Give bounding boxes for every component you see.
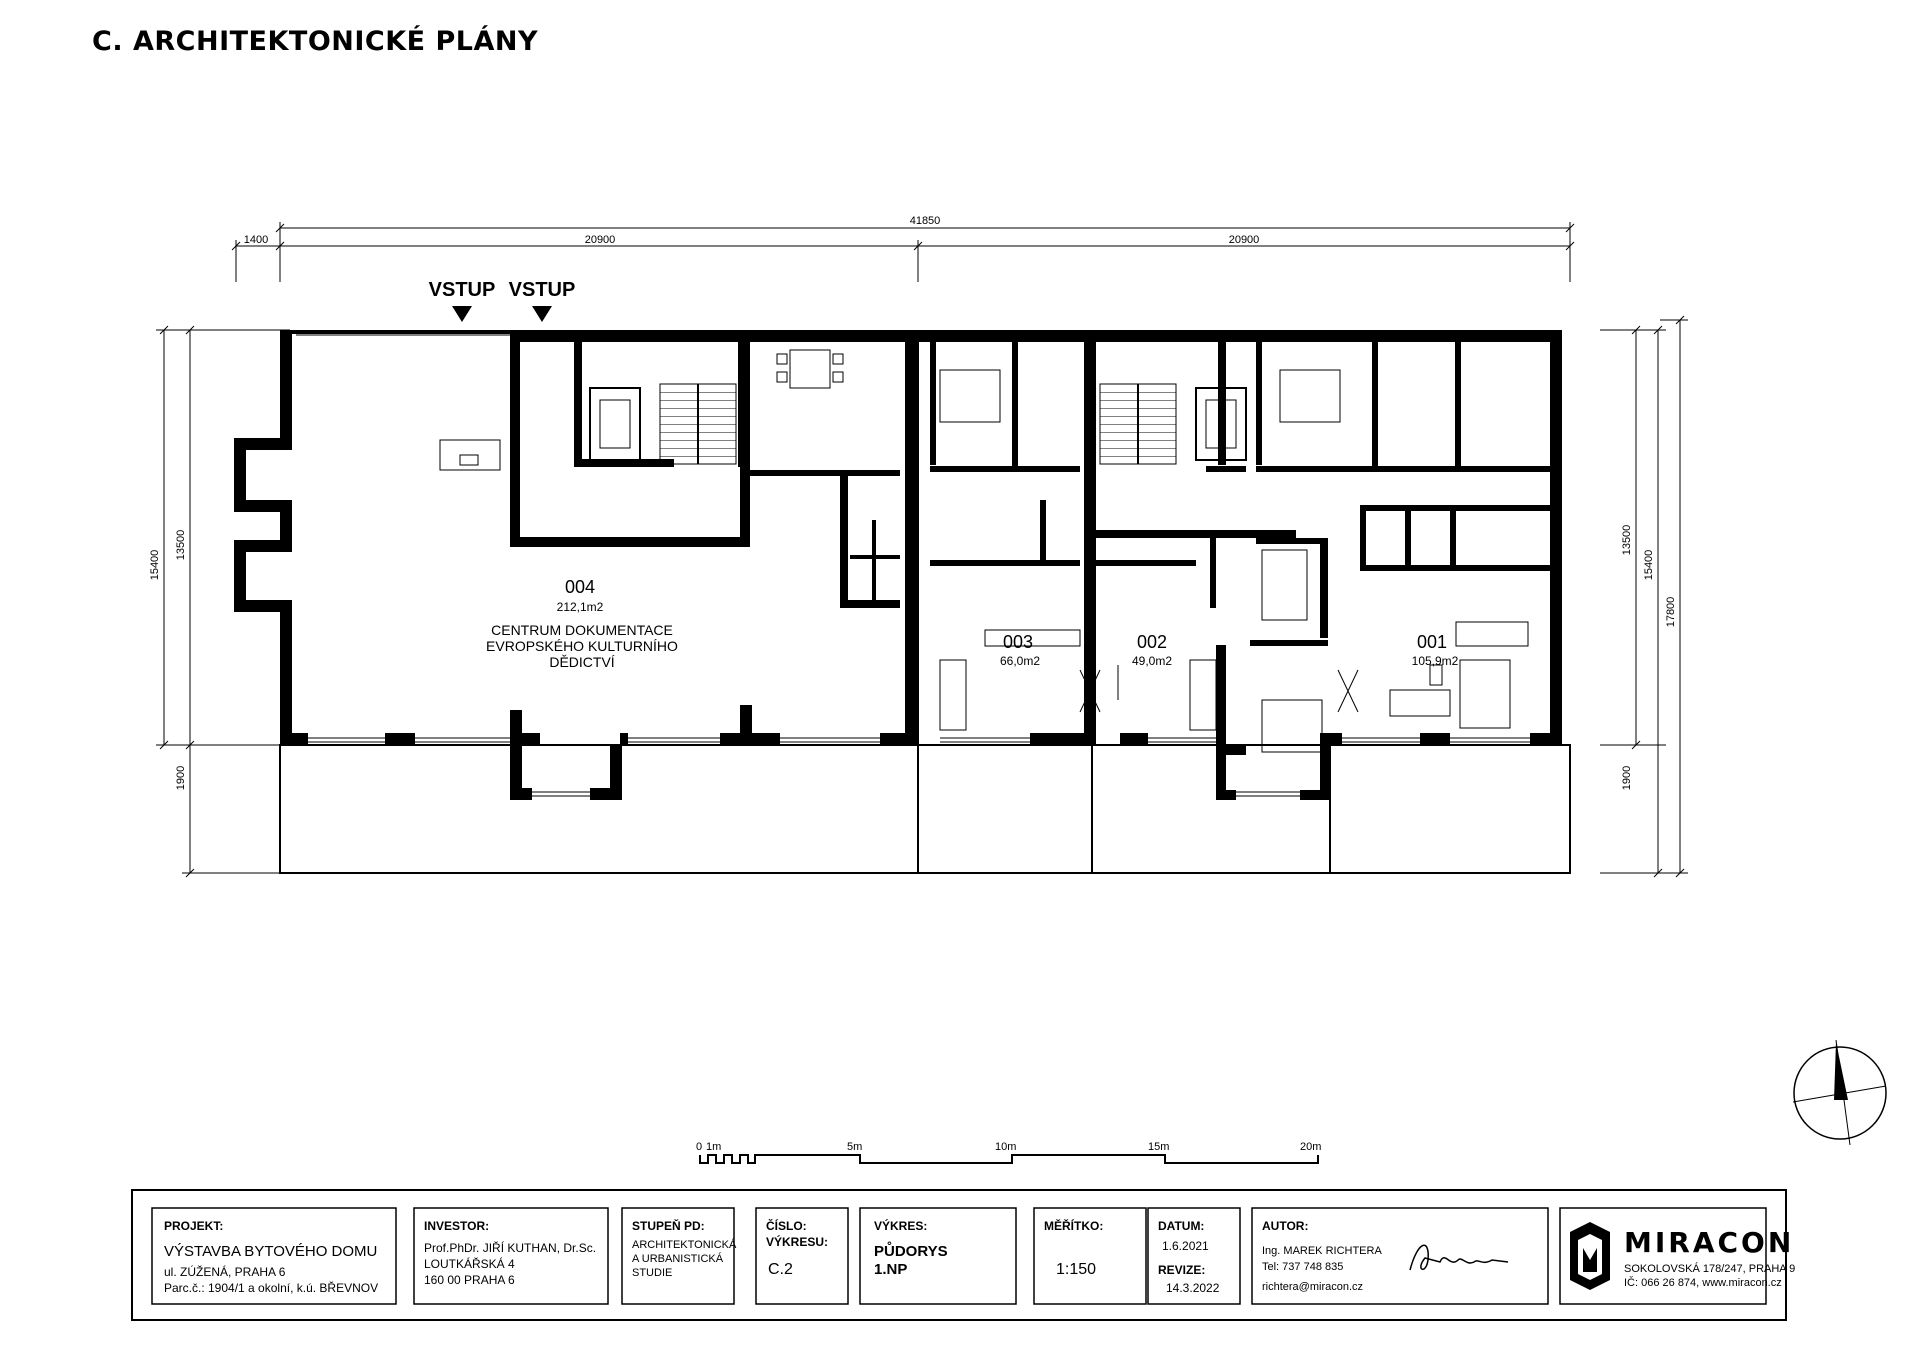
dim-right-middle: 15400 (1643, 549, 1655, 581)
north-arrow-icon (1793, 1040, 1886, 1145)
room-002 (1132, 632, 1172, 668)
dim-right-inner: 13500 (1621, 524, 1633, 556)
stupen-line: A URBANISTICKÁ (632, 1253, 724, 1265)
room-name-line: CENTRUM DOKUMENTACE (491, 622, 673, 638)
dim-right-bottom: 1900 (1621, 765, 1633, 791)
stupen-label: STUPEŇ PD: (632, 1219, 705, 1233)
room-name-line: DĚDICTVÍ (549, 654, 615, 670)
datum-label: DATUM: (1158, 1219, 1205, 1233)
room-number: 003 (1002, 632, 1034, 652)
vykres-line: PŮDORYS (874, 1243, 948, 1260)
entrance-arrow-icon (452, 306, 472, 322)
room-number: 002 (1136, 632, 1168, 652)
autor-line: richtera@miracon.cz (1262, 1281, 1364, 1293)
autor-line: Tel: 737 748 835 (1262, 1261, 1344, 1273)
room-area: 66,0m2 (999, 654, 1041, 668)
scale-label: 10m (995, 1141, 1017, 1153)
room-area: 212,1m2 (556, 600, 604, 614)
entrance-arrow-icon (532, 306, 552, 322)
datum-value: 1.6.2021 (1162, 1239, 1209, 1253)
entrance-label-1: VSTUP (428, 279, 496, 301)
company-line: IČ: 066 26 874, www.miracon.cz (1624, 1277, 1782, 1289)
autor-label: AUTOR: (1262, 1219, 1309, 1233)
autor-line: Ing. MAREK RICHTERA (1262, 1245, 1382, 1257)
dim-top-left-half: 20900 (584, 234, 616, 246)
meritko-value: 1:150 (1056, 1261, 1097, 1278)
projekt-line: ul. ZÚŽENÁ, PRAHA 6 (164, 1265, 286, 1279)
cislo-label: ČÍSLO: (766, 1219, 807, 1233)
dim-left-outer: 15400 (149, 549, 161, 581)
scale-label: 5m (847, 1141, 863, 1153)
company-line: SOKOLOVSKÁ 178/247, PRAHA 9 (1624, 1263, 1796, 1275)
dimension-top (232, 222, 1574, 282)
room-area: 105,9m2 (1411, 654, 1459, 668)
walls (234, 330, 1562, 800)
revize-label: REVIZE: (1158, 1263, 1206, 1277)
projekt-line: Parc.č.: 1904/1 a okolní, k.ú. BŘEVNOV (164, 1281, 379, 1295)
room-name-line: EVROPSKÉHO KULTURNÍHO (486, 638, 678, 654)
entrance-label-2: VSTUP (508, 279, 576, 301)
projekt-label: PROJEKT: (164, 1219, 224, 1233)
cislo-value: C.2 (768, 1261, 793, 1278)
investor-label: INVESTOR: (424, 1219, 490, 1233)
dim-left-inner: 13500 (175, 529, 187, 561)
scale-bar (700, 1155, 1318, 1163)
stupen-line: STUDIE (632, 1267, 673, 1279)
dim-right-outer: 17800 (1665, 596, 1677, 628)
title-block (132, 1190, 1786, 1320)
dim-top-right-half: 20900 (1228, 234, 1260, 246)
projekt-title: VÝSTAVBA BYTOVÉHO DOMU (164, 1243, 378, 1260)
company-name: MIRACON (1624, 1226, 1795, 1259)
terrace (280, 745, 1570, 873)
cislo-sublabel: VÝKRESU: (766, 1235, 829, 1249)
page-heading: C. ARCHITEKTONICKÉ PLÁNY (92, 26, 539, 57)
meritko-label: MĚŘÍTKO: (1044, 1219, 1104, 1233)
room-area: 49,0m2 (1131, 654, 1173, 668)
scale-label: 0 (696, 1141, 703, 1153)
investor-line: 160 00 PRAHA 6 (424, 1273, 515, 1287)
investor-line: LOUTKÁŘSKÁ 4 (424, 1257, 515, 1271)
stupen-line: ARCHITEKTONICKÁ (632, 1239, 737, 1251)
dim-left-bottom: 1900 (175, 765, 187, 791)
company-logo-icon (1570, 1222, 1610, 1290)
scale-label: 20m (1300, 1141, 1322, 1153)
scale-label: 15m (1148, 1141, 1170, 1153)
dim-top-offset: 1400 (243, 234, 269, 246)
staircase-left (590, 384, 736, 464)
room-004 (486, 577, 678, 670)
room-number: 004 (564, 577, 596, 597)
room-001 (1412, 632, 1459, 668)
scale-label: 1m (706, 1141, 722, 1153)
dimension-right (1600, 316, 1688, 877)
vykres-label: VÝKRES: (874, 1219, 928, 1233)
room-003 (1000, 632, 1040, 668)
revize-value: 14.3.2022 (1166, 1281, 1220, 1295)
room-number: 001 (1416, 632, 1448, 652)
dim-top-total: 41850 (909, 215, 941, 227)
vykres-line: 1.NP (874, 1261, 908, 1278)
signature-icon (1410, 1245, 1508, 1270)
investor-line: Prof.PhDr. JIŘÍ KUTHAN, Dr.Sc. (424, 1241, 597, 1255)
